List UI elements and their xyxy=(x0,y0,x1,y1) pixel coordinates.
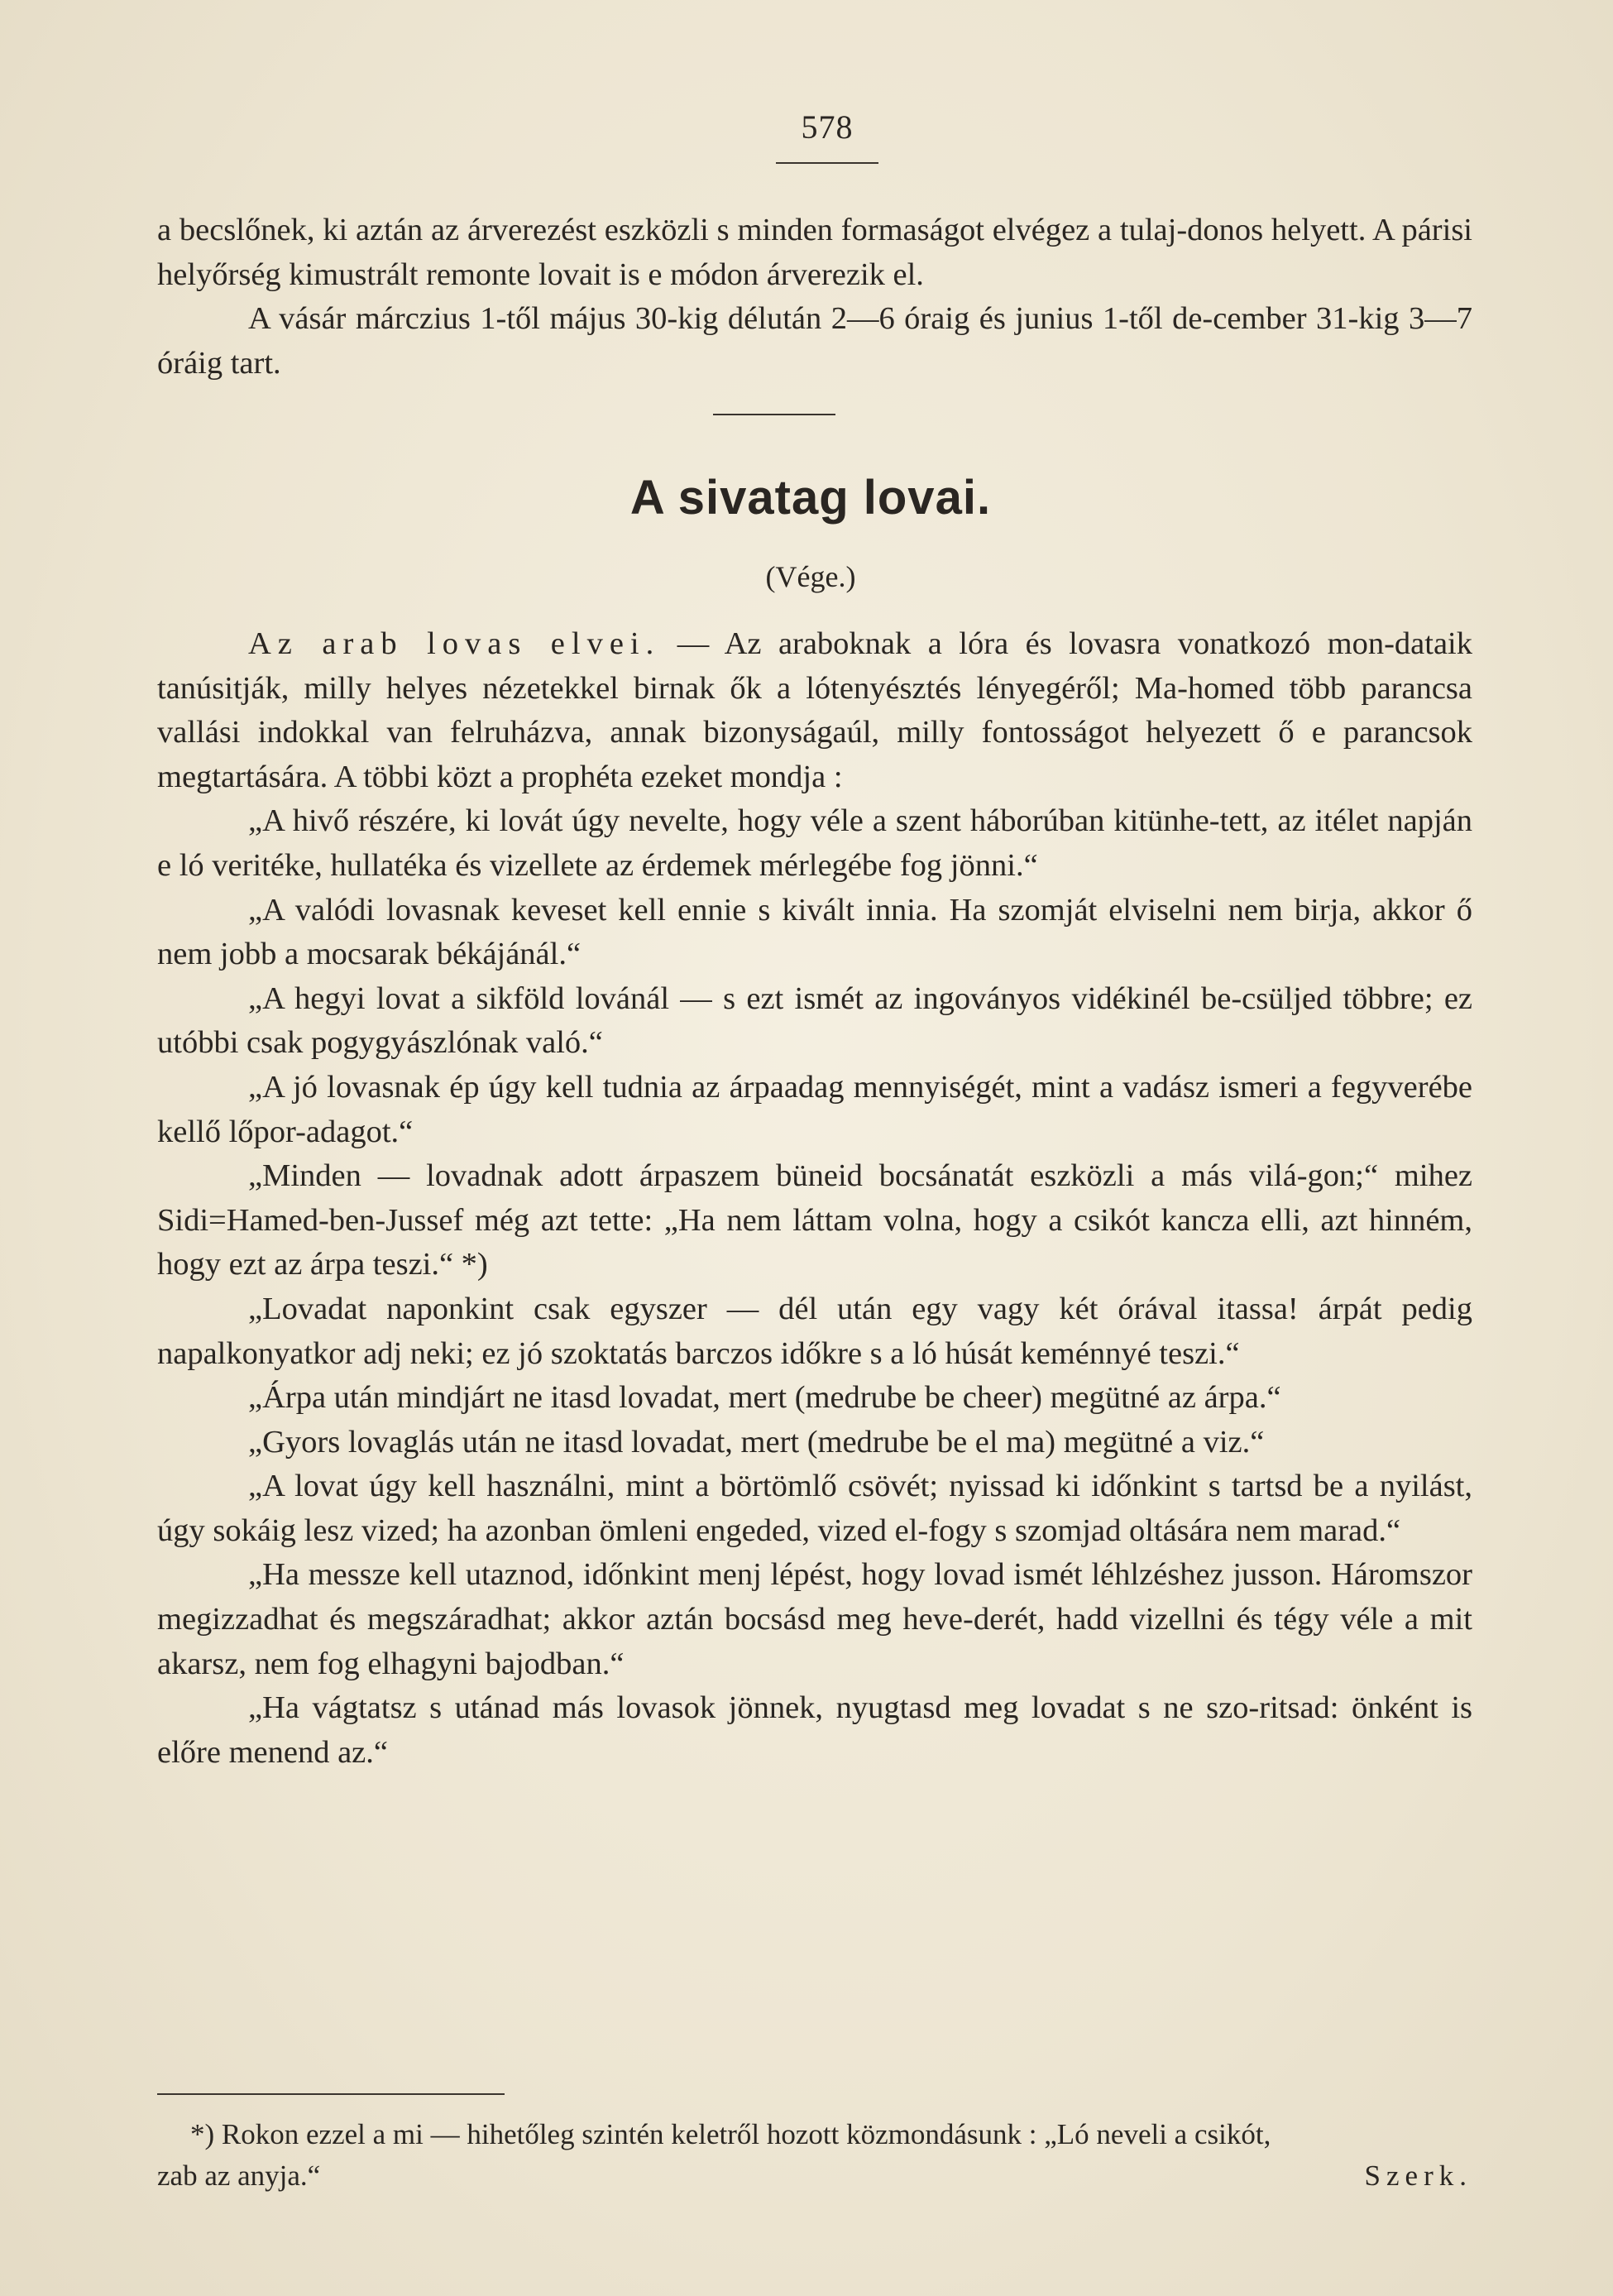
proverb-paragraph: „A lovat úgy kell használni, mint a börtömlő csövét; nyissad ki időnkint s tartsd be a nyilást, úgy sokáig lesz vized; ha azonban ömleni engeded, vized el-fogy s szomjad oltására nem marad.“ xyxy=(157,1469,1472,1548)
proverb-paragraph: „A jó lovasnak ép úgy kell tudnia az árpaadag mennyiségét, mint a vadász ismeri a fegyverébe kellő lőpor-adagot.“ xyxy=(157,1069,1472,1149)
footnote-line: *) Rokon ezzel a mi — hihetőleg szintén keletről hozott közmondásunk : „Ló neveli a csikót, xyxy=(190,2118,1271,2150)
continuation-text xyxy=(157,209,1472,386)
proverb-paragraph: „A valódi lovasnak keveset kell ennie s kivált innia. Ha szomját elviselni nem birja, akkor ő nem jobb a mocsarak békájánál.“ xyxy=(157,892,1472,972)
footnote xyxy=(157,2114,1472,2197)
page-number-rule xyxy=(776,162,878,164)
section-divider xyxy=(713,414,835,415)
proverb-paragraph: „Ha vágtatsz s utánad más lovasok jönnek, nyugtasd meg lovadat s ne szo-ritsad: önként is előre menend az.“ xyxy=(157,1690,1472,1770)
lead-paragraph xyxy=(157,622,1472,799)
article-body xyxy=(157,622,1472,1775)
footnote-rule xyxy=(157,2093,505,2095)
lead-text: — Az araboknak a lóra és lovasra vonatkozó mon-dataik tanúsitják, milly helyes nézetekkel birnak ők a lótenyésztés lényegéről; Ma-homed több parancsa vallási indokkal van felruházva, annak bizonyságaúl, milly fontosságot helyezett ő e parancsok megtartására. A többi közt a prophéta ezeket mondja : xyxy=(157,626,1472,794)
proverb-paragraph: „Ha messze kell utaznod, időnkint menj lépést, hogy lovad ismét léhlzéshez jusson. Háromszor megizzadhat és megszáradhat; akkor aztán bocsásd meg heve-derét, hadd vizellni és tégy véle a mit akarsz, nem fog elhagyni bajodban.“ xyxy=(157,1557,1472,1681)
proverb-paragraph: „A hegyi lovat a sikföld lovánál — s ezt ismét az ingoványos vidékinél be-csüljed többre; ez utóbbi csak pogygyászlónak való.“ xyxy=(157,980,1472,1061)
proverb-paragraph: „Gyors lovaglás után ne itasd lovadat, mert (medrube be el ma) megütné a viz.“ xyxy=(248,1424,1265,1460)
article-subtitle: (Vége.) xyxy=(765,560,856,593)
continuation-paragraph: a becslőnek, ki aztán az árverezést eszközli s minden formaságot elvégez a tulaj-donos helyett. A párisi helyőrség kimustrált remonte lovait is e módon árverezik el. xyxy=(157,213,1472,292)
proverb-paragraph: „Lovadat naponkint csak egyszer — dél után egy vagy két órával itassa! árpát pedig napalkonyatkor adj neki; ez jó szoktatás barczos időkre s a ló húsát keménnyé teszi.“ xyxy=(157,1291,1472,1371)
footnote-line xyxy=(157,2155,1472,2197)
proverb-paragraph: „A hivő részére, ki lovát úgy nevelte, hogy véle a szent háborúban kitünhe-tett, az itélet napján e ló veritéke, hullatéka és vizellete az érdemek mérlegébe fog jönni.“ xyxy=(157,803,1472,883)
schedule-paragraph: A vásár márczius 1-től május 30-kig délután 2—6 óraig és junius 1-től de-cember 31-kig 3—7 óráig tart. xyxy=(157,301,1472,381)
lead-heading: Az arab lovas elvei. xyxy=(248,626,661,661)
proverb-paragraph: „Minden — lovadnak adott árpaszem büneid bocsánatát eszközli a más vilá-gon;“ mihez Sidi=Hamed-ben-Jussef még azt tette: „Ha nem láttam volna, hogy a csikót kancza elli, azt hinném, hogy ezt az árpa teszi.“ *) xyxy=(157,1158,1472,1282)
proverb-paragraph: „Árpa után mindjárt ne itasd lovadat, mert (medrube be cheer) megütné az árpa.“ xyxy=(248,1380,1281,1416)
article-title: A sivatag lovai. xyxy=(629,471,992,525)
editor-signature: Szerk. xyxy=(1364,2159,1472,2192)
page-number: 578 xyxy=(801,108,854,146)
footnote-text: zab az anyja.“ xyxy=(157,2159,321,2192)
